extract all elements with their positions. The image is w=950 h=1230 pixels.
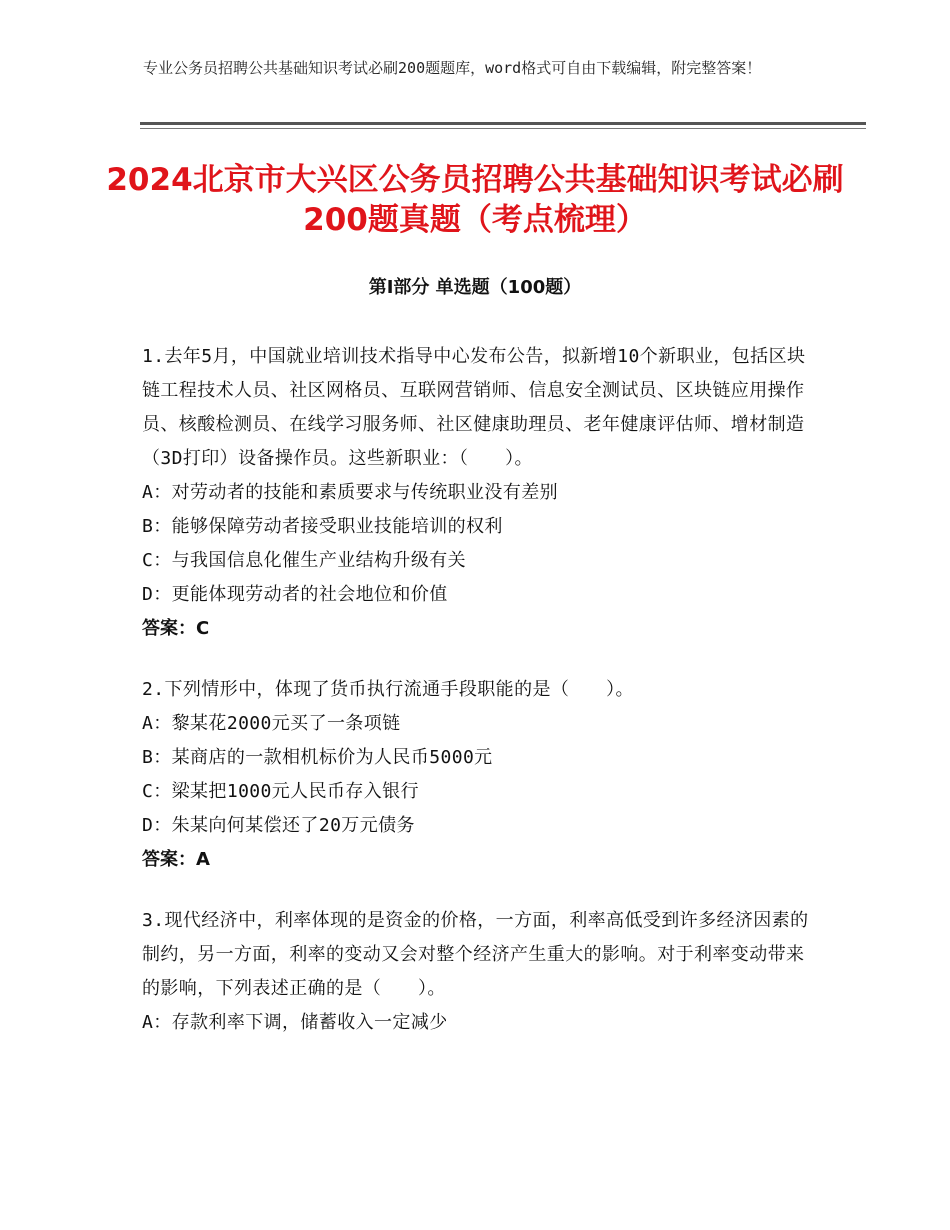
question-3 bbox=[142, 904, 812, 1040]
question-stem: 3.现代经济中，利率体现的是资金的价格，一方面，利率高低受到许多经济因素的制约，另一方面，利率的变动又会对整个经济产生重大的影响。对于利率变动带来的影响，下列表述正确的是（ ）。 bbox=[142, 910, 809, 999]
option-a: A：对劳动者的技能和素质要求与传统职业没有差别 bbox=[142, 482, 559, 503]
option-d: D：更能体现劳动者的社会地位和价值 bbox=[142, 584, 448, 605]
document-title: 2024北京市大兴区公务员招聘公共基础知识考试必刷200题真题（考点梳理） bbox=[106, 162, 844, 238]
header-rule-thick bbox=[140, 122, 866, 125]
option-d: D：朱某向何某偿还了20万元债务 bbox=[142, 815, 415, 836]
header-rule-thin bbox=[140, 128, 866, 129]
option-a: A：黎某花2000元买了一条项链 bbox=[142, 713, 401, 734]
answer-line: 答案：A bbox=[142, 849, 210, 870]
option-c: C：梁某把1000元人民币存入银行 bbox=[142, 781, 419, 802]
section-heading: 第Ⅰ部分 单选题（100题） bbox=[368, 277, 582, 298]
answer-line: 答案：C bbox=[142, 618, 210, 639]
question-list bbox=[142, 340, 812, 1067]
option-b: B：某商店的一款相机标价为人民币5000元 bbox=[142, 747, 493, 768]
option-b: B：能够保障劳动者接受职业技能培训的权利 bbox=[142, 516, 503, 537]
question-1 bbox=[142, 340, 812, 646]
question-stem: 2.下列情形中，体现了货币执行流通手段职能的是（ ）。 bbox=[142, 679, 634, 700]
question-stem: 1.去年5月，中国就业培训技术指导中心发布公告，拟新增10个新职业，包括区块链工程技术人员、社区网格员、互联网营销师、信息安全测试员、区块链应用操作员、核酸检测员、在线学习服务师、社区健康助理员、老年健康评估师、增材制造（3D打印）设备操作员。这些新职业：（ ）。 bbox=[142, 346, 806, 469]
header-note: 专业公务员招聘公共基础知识考试必刷200题题库，word格式可自由下载编辑，附完整答案！ bbox=[143, 59, 762, 77]
option-c: C：与我国信息化催生产业结构升级有关 bbox=[142, 550, 467, 571]
option-a: A：存款利率下调，储蓄收入一定减少 bbox=[142, 1012, 448, 1033]
question-2 bbox=[142, 673, 812, 877]
